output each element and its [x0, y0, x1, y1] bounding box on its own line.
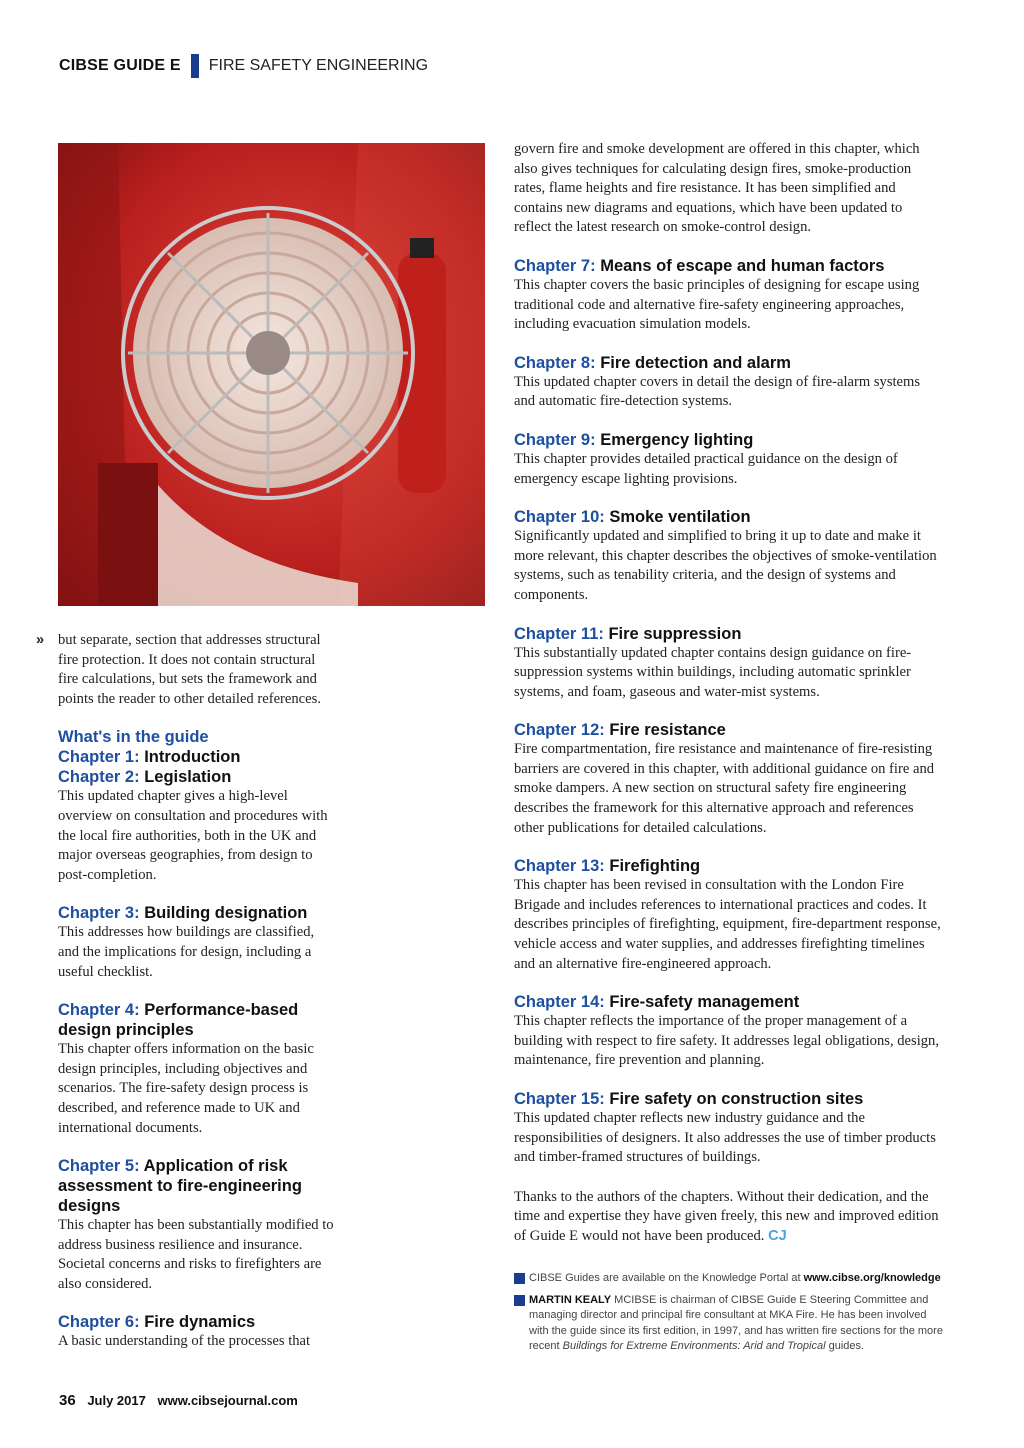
chapter-number: Chapter 6: — [58, 1313, 140, 1332]
continued-marker-icon: » — [36, 632, 45, 648]
chapter-number: Chapter 10: — [514, 508, 605, 527]
chapter-heading — [58, 1156, 338, 1216]
chapter-title: Fire resistance — [609, 721, 726, 740]
issue-date: July 2017 — [87, 1393, 146, 1408]
chapter-title: Fire-safety management — [609, 993, 800, 1012]
chapter-section — [58, 747, 338, 767]
chapter-title: Legislation — [144, 768, 232, 787]
author-name: MARTIN KEALY — [529, 1293, 612, 1306]
chapter-section — [514, 430, 942, 489]
chapter-description: This updated chapter covers in detail the design of fire-alarm systems and automatic fire-detection systems. — [514, 373, 921, 410]
chapter-title: Application of risk assessment to fire-engineering designs — [58, 1157, 302, 1216]
chapter-title: Building designation — [144, 904, 308, 923]
chapter-description: Significantly updated and simplified to bring it up to date and make it more relevant, this chapter describes the objectives of smoke-ventilation systems, such as tenability criteria, and the design of systems and components. — [514, 528, 937, 603]
guide-name: CIBSE GUIDE E — [59, 57, 181, 74]
chapter-section — [514, 353, 942, 412]
chapter-description: This chapter has been revised in consultation with the London Fire Brigade and includes references to international practices and codes. It describes principles of firefighting, equipment, fire-department response, vehicle access and water supplies, and addresses firefighting timelines and an alternative fire-engineered approach. — [514, 877, 941, 972]
chapter-heading — [514, 507, 942, 527]
page-footer — [59, 1392, 298, 1409]
chapter-section — [514, 1089, 942, 1168]
chapter-heading — [514, 353, 942, 373]
chapter-title: Fire safety on construction sites — [609, 1090, 864, 1108]
chapter-number: Chapter 3: — [58, 904, 140, 923]
journal-url[interactable]: www.cibsejournal.com — [157, 1393, 298, 1408]
chapter-heading — [58, 767, 338, 787]
chapter-description: This chapter covers the basic principles of designing for escape using traditional code and alternative fire-safety engineering approaches, including evacuation simulation models. — [514, 276, 920, 333]
thanks-text — [514, 1188, 942, 1247]
chapter-heading — [58, 1000, 338, 1040]
end-mark: CJ — [768, 1227, 787, 1244]
chapter-title: Means of escape and human factors — [600, 256, 885, 275]
chapter-section — [58, 903, 338, 982]
chapter-section — [58, 1312, 338, 1352]
chapter-description: This chapter has been substantially modified to address business resilience and insurance. Societal concerns and risks to firefighters are also considered. — [58, 1217, 334, 1292]
chapter-number: Chapter 4: — [58, 1001, 140, 1020]
chapter-number: Chapter 11: — [514, 624, 604, 643]
chapter-description: This updated chapter gives a high-level overview on consultation and procedures with the local fire authorities, both in the UK and major overseas geographies, from design to post-completion. — [58, 788, 328, 883]
page-number: 36 — [59, 1392, 76, 1409]
bullet-square-icon — [514, 1273, 525, 1284]
author-note — [514, 1293, 944, 1355]
chapter-number: Chapter 8: — [514, 353, 596, 372]
chapter-description: This chapter offers information on the basic design principles, including objectives and scenarios. The fire-safety design process is described, and reference made to UK and international documents. — [58, 1041, 314, 1136]
fire-hose-reel-photo — [58, 143, 485, 606]
chapter-title: Smoke ventilation — [609, 508, 751, 527]
portal-note — [514, 1271, 944, 1287]
right-column — [514, 140, 942, 1247]
chapter-heading — [58, 903, 338, 923]
chapter-description: This addresses how buildings are classified, and the implications for design, including a useful checklist. — [58, 924, 315, 980]
chapter-heading — [514, 1089, 942, 1109]
chapter-section — [514, 856, 942, 974]
left-column — [36, 631, 338, 1352]
chapter-heading — [514, 430, 942, 450]
chapter-title: Introduction — [144, 748, 241, 767]
chapter-title: Firefighting — [609, 857, 701, 876]
whats-in-guide-heading: What's in the guide — [58, 728, 209, 747]
chapter-title: Fire detection and alarm — [600, 353, 791, 372]
chapter-heading — [58, 747, 338, 767]
chapter-number: Chapter 14: — [514, 993, 605, 1012]
portal-link[interactable]: www.cibse.org/knowledge — [803, 1272, 941, 1284]
chapter-number: Chapter 1: — [58, 748, 140, 767]
chapter-title: Emergency lighting — [600, 430, 754, 449]
chapter-heading — [514, 720, 942, 740]
chapter-title: Fire suppression — [608, 624, 742, 643]
thanks-body: Thanks to the authors of the chapters. Without their dedication, and the time and expertise they have given freely, this new and improved edition of Guide E would not have been produced. — [514, 1188, 939, 1244]
chapter-title: Performance-based design principles — [58, 1001, 299, 1040]
author-bio: MCIBSE is chairman of CIBSE Guide E Steering Committee and managing director and principal fire consultant at MKA Fire. He has been involved with the guide since its first edition, in 1997, and has written fire sections for the more recent — [529, 1293, 943, 1352]
chapter-description: A basic understanding of the processes that — [58, 1333, 311, 1350]
chapter-number: Chapter 2: — [58, 768, 140, 787]
header-divider — [191, 54, 199, 78]
chapter-description: Fire compartmentation, fire resistance and maintenance of fire-resisting barriers are covered in this chapter, with additional guidance on fire and smoke dampers. A new section on structural safety fire engineering describes the framework for this alternative approach and references other publications for detailed calculations. — [514, 741, 935, 836]
chapter-description: This chapter provides detailed practical guidance on the design of emergency escape lighting provisions. — [514, 450, 898, 487]
chapter-section — [514, 507, 942, 605]
chapter-section — [514, 624, 942, 703]
chapter-heading — [514, 856, 942, 876]
chapter-heading — [514, 624, 942, 644]
notes — [514, 1271, 944, 1361]
chapter-section — [58, 1156, 338, 1294]
portal-text: CIBSE Guides are available on the Knowledge Portal at — [529, 1272, 801, 1284]
chapter-title: Fire dynamics — [144, 1313, 256, 1332]
author-tail: guides. — [828, 1340, 865, 1352]
running-header — [59, 54, 428, 78]
chapter-heading — [58, 1312, 338, 1332]
chapter-section — [514, 992, 942, 1071]
chapter-section — [514, 256, 942, 335]
chapter-number: Chapter 13: — [514, 857, 605, 876]
chapter-number: Chapter 5: — [58, 1157, 140, 1176]
chapter-number: Chapter 12: — [514, 721, 605, 740]
chapter-description: This substantially updated chapter contains design guidance on fire-suppression systems within buildings, including automatic sprinkler systems, and foam, gaseous and water-mist systems. — [514, 644, 912, 700]
chapter-description: This chapter reflects the importance of the proper management of a building with respect to fire safety. It addresses legal obligations, design, maintenance, fire prevention and planning. — [514, 1013, 940, 1069]
right-intro-text: govern fire and smoke development are offered in this chapter, which also gives techniques for calculating design fires, smoke-production rates, flame heights and fire resistance. It has been simplified and contains new diagrams and equations, which have been updated to reflect the latest research on smoke-control design. — [514, 141, 920, 236]
chapter-number: Chapter 9: — [514, 430, 596, 449]
section-name: FIRE SAFETY ENGINEERING — [208, 57, 429, 74]
bullet-square-icon — [514, 1295, 525, 1306]
chapter-number: Chapter 15: — [514, 1090, 605, 1108]
chapter-heading — [514, 992, 942, 1012]
chapter-section — [514, 720, 942, 838]
chapter-heading — [514, 256, 942, 276]
author-book: Buildings for Extreme Environments: Arid and Tropical — [562, 1340, 826, 1352]
chapter-description: This updated chapter reflects new industry guidance and the responsibilities of designers. It also addresses the use of timber products and timber-framed structures of buildings. — [514, 1110, 936, 1166]
chapter-section — [58, 767, 338, 885]
left-intro-text: but separate, section that addresses structural fire protection. It does not contain structural fire calculations, but sets the framework and points the reader to other detailed references. — [58, 632, 321, 707]
chapter-number: Chapter 7: — [514, 256, 596, 275]
chapter-section — [58, 1000, 338, 1138]
